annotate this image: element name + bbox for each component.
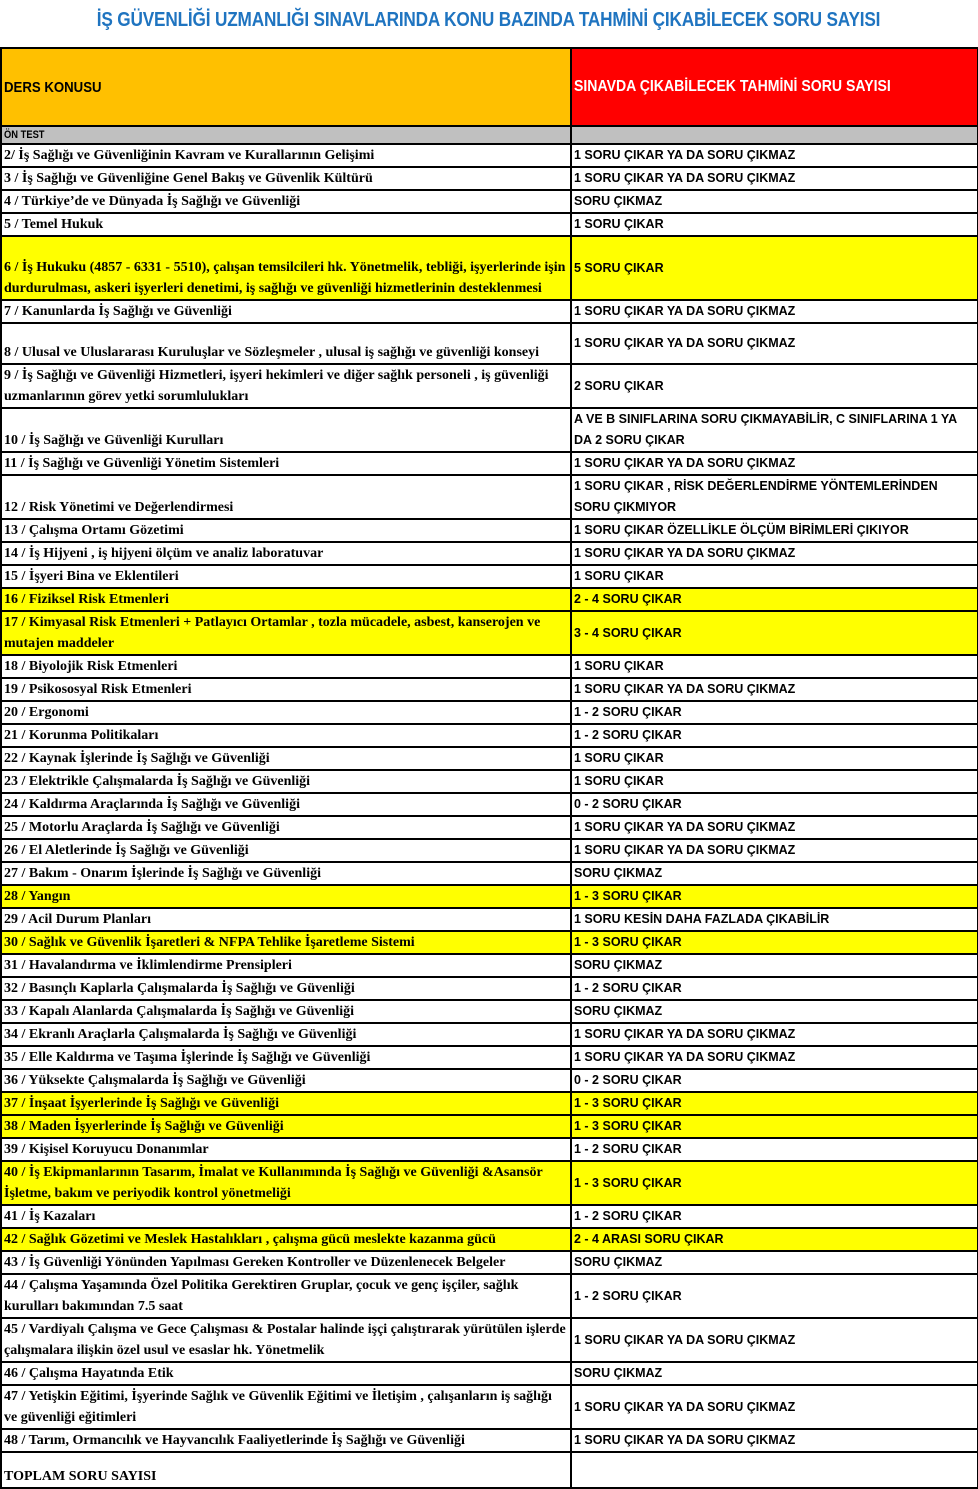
topic-cell: 6 / İş Hukuku (4857 - 6331 - 5510), çalışan temsilcileri hk. Yönetmelik, tebliği, işyerlerinde işin durdurulması, askeri işyerleri denetimi, iş sağlığı ve güvenliği hizmetlerinin desteklenmesi [1,236,571,300]
table-row [1,1138,978,1161]
topic-cell: 23 / Elektrikle Çalışmalarda İş Sağlığı ve Güvenliği [1,770,571,793]
count-cell: 1 SORU ÇIKAR [571,565,978,588]
count-cell: 1 - 3 SORU ÇIKAR [571,885,978,908]
table-row [1,1000,978,1023]
topic-cell: 18 / Biyolojik Risk Etmenleri [1,655,571,678]
topic-cell: 44 / Çalışma Yaşamında Özel Politika Gerektiren Gruplar, çocuk ve genç işçiler, sağlık kurulları bakımından 7.5 saat [1,1274,571,1318]
topic-cell: 16 / Fiziksel Risk Etmenleri [1,588,571,611]
count-cell: 1 - 3 SORU ÇIKAR [571,1115,978,1138]
count-cell: 1 SORU ÇIKAR YA DA SORU ÇIKMAZ [571,678,978,701]
count-cell: 1 SORU ÇIKAR [571,655,978,678]
topic-cell: 5 / Temel Hukuk [1,213,571,236]
table-row [1,701,978,724]
topic-cell: 8 / Ulusal ve Uluslararası Kuruluşlar ve Sözleşmeler , ulusal iş sağlığı ve güvenliği konseyi [1,323,571,364]
count-cell: 1 - 2 SORU ÇIKAR [571,701,978,724]
pretest-topic [1,126,571,144]
count-cell: 1 - 2 SORU ÇIKAR [571,724,978,747]
topic-cell: 41 / İş Kazaları [1,1205,571,1228]
topic-cell: 47 / Yetişkin Eğitimi, İşyerinde Sağlık ve Güvenlik Eğitimi ve İletişim , çalışanların iş sağlığı ve güvenliği eğitimleri [1,1385,571,1429]
topic-cell: 48 / Tarım, Ormancılık ve Hayvancılık Faaliyetlerinde İş Sağlığı ve Güvenliği [1,1429,571,1452]
count-cell: SORU ÇIKMAZ [571,954,978,977]
count-cell: 1 SORU ÇIKAR YA DA SORU ÇIKMAZ [571,300,978,323]
count-cell: 2 - 4 SORU ÇIKAR [571,588,978,611]
count-cell: SORU ÇIKMAZ [571,1362,978,1385]
topic-cell: 29 / Acil Durum Planları [1,908,571,931]
topic-cell: 14 / İş Hijyeni , iş hijyeni ölçüm ve analiz laboratuvar [1,542,571,565]
count-cell: 1 - 2 SORU ÇIKAR [571,1205,978,1228]
pretest-count [571,126,978,144]
count-cell: 0 - 2 SORU ÇIKAR [571,793,978,816]
count-cell: 1 SORU ÇIKAR YA DA SORU ÇIKMAZ [571,1023,978,1046]
topic-cell: 13 / Çalışma Ortamı Gözetimi [1,519,571,542]
count-cell: 1 SORU KESİN DAHA FAZLADA ÇIKABİLİR [571,908,978,931]
table-row [1,1069,978,1092]
count-cell: 1 SORU ÇIKAR , RİSK DEĞERLENDİRME YÖNTEMLERİNDEN SORU ÇIKMIYOR [571,475,978,519]
table-header-row [1,48,978,126]
table-row [1,977,978,1000]
header-topic [1,48,571,126]
count-cell: 1 SORU ÇIKAR YA DA SORU ÇIKMAZ [571,452,978,475]
table-row [1,862,978,885]
table-row [1,1318,978,1362]
pretest-row [1,126,978,144]
table-row [1,300,978,323]
count-cell: 1 - 3 SORU ÇIKAR [571,1092,978,1115]
table-row [1,1161,978,1205]
count-cell: 1 SORU ÇIKAR [571,747,978,770]
table-row [1,475,978,519]
table-row [1,364,978,408]
header-topic-label: DERS KONUSU [4,78,102,96]
table-row [1,678,978,701]
table-row [1,885,978,908]
count-cell: 1 SORU ÇIKAR YA DA SORU ÇIKMAZ [571,839,978,862]
total-value [571,1452,978,1488]
table-row [1,588,978,611]
count-cell: 1 SORU ÇIKAR YA DA SORU ÇIKMAZ [571,1429,978,1452]
topic-cell: 12 / Risk Yönetimi ve Değerlendirmesi [1,475,571,519]
count-cell: 1 - 3 SORU ÇIKAR [571,931,978,954]
header-count-label: SINAVDA ÇIKABİLECEK TAHMİNİ SORU SAYISI [574,78,891,95]
table-row [1,1362,978,1385]
count-cell: 1 SORU ÇIKAR YA DA SORU ÇIKMAZ [571,144,978,167]
table-row [1,565,978,588]
topic-cell: 25 / Motorlu Araçlarda İş Sağlığı ve Güvenliği [1,816,571,839]
table-row [1,190,978,213]
table-row [1,144,978,167]
topic-cell: 21 / Korunma Politikaları [1,724,571,747]
table-row [1,452,978,475]
topic-cell: 24 / Kaldırma Araçlarında İş Sağlığı ve Güvenliği [1,793,571,816]
table-row [1,747,978,770]
topic-cell: 2/ İş Sağlığı ve Güvenliğinin Kavram ve Kurallarının Gelişimi [1,144,571,167]
table-row [1,1092,978,1115]
topic-cell: 27 / Bakım - Onarım İşlerinde İş Sağlığı ve Güvenliği [1,862,571,885]
count-cell: 1 - 2 SORU ÇIKAR [571,1274,978,1318]
page-title [0,0,978,48]
table-row [1,770,978,793]
table-row [1,724,978,747]
table-row [1,167,978,190]
count-cell: 1 SORU ÇIKAR YA DA SORU ÇIKMAZ [571,816,978,839]
topic-cell: 40 / İş Ekipmanlarının Tasarım, İmalat ve Kullanımında İş Sağlığı ve Güvenliği &Asansör İşletme, bakım ve periyodik kontrol yönetmeliği [1,1161,571,1205]
count-cell: 1 SORU ÇIKAR YA DA SORU ÇIKMAZ [571,542,978,565]
count-cell: SORU ÇIKMAZ [571,1000,978,1023]
table-row [1,1046,978,1069]
topic-cell: 20 / Ergonomi [1,701,571,724]
count-cell: 1 - 2 SORU ÇIKAR [571,977,978,1000]
table-row [1,655,978,678]
topic-cell: 4 / Türkiye’de ve Dünyada İş Sağlığı ve Güvenliği [1,190,571,213]
topic-cell: 32 / Basınçlı Kaplarla Çalışmalarda İş Sağlığı ve Güvenliği [1,977,571,1000]
count-cell: 5 SORU ÇIKAR [571,236,978,300]
topic-cell: 15 / İşyeri Bina ve Eklentileri [1,565,571,588]
topic-question-table [0,47,978,1489]
count-cell: SORU ÇIKMAZ [571,1251,978,1274]
topic-cell: 30 / Sağlık ve Güvenlik İşaretleri & NFPA Tehlike İşaretleme Sistemi [1,931,571,954]
topic-cell: 17 / Kimyasal Risk Etmenleri + Patlayıcı Ortamlar , tozla mücadele, asbest, kanserojen ve mutajen maddeler [1,611,571,655]
count-cell: 0 - 2 SORU ÇIKAR [571,1069,978,1092]
table-row [1,931,978,954]
topic-cell: 9 / İş Sağlığı ve Güvenliği Hizmetleri, işyeri hekimleri ve diğer sağlık personeli , iş güvenliği uzmanlarının görev yetki sorumlulukları [1,364,571,408]
topic-cell: 42 / Sağlık Gözetimi ve Meslek Hastalıkları , çalışma gücü meslekte kazanma gücü [1,1228,571,1251]
count-cell: 1 SORU ÇIKAR [571,770,978,793]
topic-cell: 28 / Yangın [1,885,571,908]
count-cell: 1 SORU ÇIKAR ÖZELLİKLE ÖLÇÜM BİRİMLERİ ÇIKIYOR [571,519,978,542]
table-row [1,1429,978,1452]
table-row [1,908,978,931]
table-row [1,323,978,364]
table-row [1,408,978,452]
table-row [1,793,978,816]
table-row [1,816,978,839]
page-title-text: İŞ GÜVENLİĞİ UZMANLIĞI SINAVLARINDA KONU BAZINDA TAHMİNİ ÇIKABİLECEK SORU SAYISI [97,9,881,31]
header-count [571,48,978,126]
count-cell: 1 SORU ÇIKAR YA DA SORU ÇIKMAZ [571,167,978,190]
topic-cell: 39 / Kişisel Koruyucu Donanımlar [1,1138,571,1161]
topic-cell: 3 / İş Sağlığı ve Güvenliğine Genel Bakış ve Güvenlik Kültürü [1,167,571,190]
topic-cell: 7 / Kanunlarda İş Sağlığı ve Güvenliği [1,300,571,323]
topic-cell: 35 / Elle Kaldırma ve Taşıma İşlerinde İş Sağlığı ve Güvenliği [1,1046,571,1069]
count-cell: 1 - 3 SORU ÇIKAR [571,1161,978,1205]
table-row [1,1385,978,1429]
table-row [1,1023,978,1046]
table-row [1,519,978,542]
count-cell: 1 SORU ÇIKAR YA DA SORU ÇIKMAZ [571,1318,978,1362]
table-row [1,1115,978,1138]
topic-cell: 36 / Yüksekte Çalışmalarda İş Sağlığı ve Güvenliği [1,1069,571,1092]
count-cell: 1 SORU ÇIKAR YA DA SORU ÇIKMAZ [571,1046,978,1069]
count-cell: 1 SORU ÇIKAR YA DA SORU ÇIKMAZ [571,323,978,364]
topic-cell: 37 / İnşaat İşyerlerinde İş Sağlığı ve Güvenliği [1,1092,571,1115]
topic-cell: 10 / İş Sağlığı ve Güvenliği Kurulları [1,408,571,452]
table-row [1,1205,978,1228]
topic-cell: 22 / Kaynak İşlerinde İş Sağlığı ve Güvenliği [1,747,571,770]
topic-cell: 26 / El Aletlerinde İş Sağlığı ve Güvenliği [1,839,571,862]
table-row [1,954,978,977]
count-cell: 3 - 4 SORU ÇIKAR [571,611,978,655]
count-cell: 1 SORU ÇIKAR [571,213,978,236]
count-cell: SORU ÇIKMAZ [571,190,978,213]
table-row [1,839,978,862]
table-row [1,611,978,655]
topic-cell: 19 / Psikososyal Risk Etmenleri [1,678,571,701]
pretest-label: ÖN TEST [4,129,45,141]
count-cell: 1 - 2 SORU ÇIKAR [571,1138,978,1161]
table-row [1,542,978,565]
topic-cell: 46 / Çalışma Hayatında Etik [1,1362,571,1385]
table-row [1,1251,978,1274]
table-row [1,1228,978,1251]
table-row [1,1274,978,1318]
count-cell: 2 - 4 ARASI SORU ÇIKAR [571,1228,978,1251]
table-row [1,236,978,300]
topic-cell: 38 / Maden İşyerlerinde İş Sağlığı ve Güvenliği [1,1115,571,1138]
topic-cell: 45 / Vardiyalı Çalışma ve Gece Çalışması & Postalar halinde işçi çalıştırarak yürütülen işlerde çalışmalara ilişkin özel usul ve esaslar hk. Yönetmelik [1,1318,571,1362]
topic-cell: 43 / İş Güvenliği Yönünden Yapılması Gereken Kontroller ve Düzenlenecek Belgeler [1,1251,571,1274]
table-row [1,213,978,236]
total-row [1,1452,978,1488]
topic-cell: 31 / Havalandırma ve İklimlendirme Prensipleri [1,954,571,977]
count-cell: A VE B SINIFLARINA SORU ÇIKMAYABİLİR, C SINIFLARINA 1 YA DA 2 SORU ÇIKAR [571,408,978,452]
topic-cell: 33 / Kapalı Alanlarda Çalışmalarda İş Sağlığı ve Güvenliği [1,1000,571,1023]
topic-cell: 34 / Ekranlı Araçlarla Çalışmalarda İş Sağlığı ve Güvenliği [1,1023,571,1046]
count-cell: SORU ÇIKMAZ [571,862,978,885]
count-cell: 1 SORU ÇIKAR YA DA SORU ÇIKMAZ [571,1385,978,1429]
total-label: TOPLAM SORU SAYISI [1,1452,571,1488]
topic-cell: 11 / İş Sağlığı ve Güvenliği Yönetim Sistemleri [1,452,571,475]
count-cell: 2 SORU ÇIKAR [571,364,978,408]
